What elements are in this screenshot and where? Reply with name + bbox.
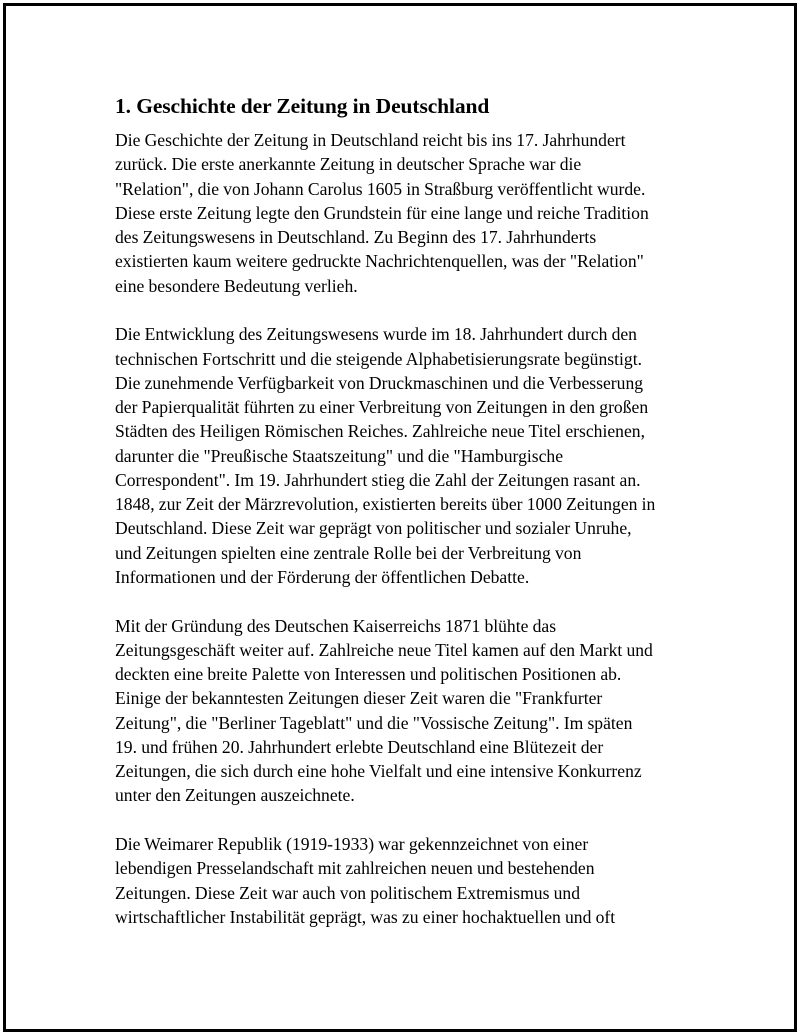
text-line: wirtschaftlicher Instabilität geprägt, was zu einer hochaktuellen und oft: [115, 906, 616, 927]
paragraph-1: [115, 128, 695, 298]
text-line: unter den Zeitungen auszeichnete.: [115, 785, 355, 806]
text-line: Städten des Heiligen Römischen Reiches. Zahlreiche neue Titel erschienen,: [115, 421, 645, 442]
document-content: [115, 92, 695, 954]
text-line: Zeitung", die "Berliner Tageblatt" und die "Vossische Zeitung". Im späten: [115, 712, 633, 733]
text-line: Zeitungen, die sich durch eine hohe Vielfalt und eine intensive Konkurrenz: [115, 761, 642, 781]
text-line: Die Weimarer Republik (1919-1933) war gekennzeichnet von einer: [115, 834, 589, 854]
paragraph-3: [115, 614, 695, 808]
text-line: Correspondent". Im 19. Jahrhundert stieg die Zahl der Zeitungen rasant an.: [115, 469, 641, 490]
section-heading: 1. Geschichte der Zeitung in Deutschland: [115, 94, 490, 118]
text-line: deckten eine breite Palette von Interessen und politischen Positionen ab.: [115, 664, 622, 684]
text-line: Die zunehmende Verfügbarkeit von Druckmaschinen und die Verbesserung: [115, 372, 644, 393]
text-line: Die Geschichte der Zeitung in Deutschland reicht bis ins 17. Jahrhundert: [115, 130, 626, 150]
text-line: Informationen und der Förderung der öffentlichen Debatte.: [115, 566, 530, 587]
text-line: Deutschland. Diese Zeit war geprägt von politischer und sozialer Unruhe,: [115, 518, 632, 539]
paragraph-4: [115, 832, 695, 929]
text-line: Diese erste Zeitung legte den Grundstein für eine lange und reiche Tradition: [115, 202, 649, 223]
text-line: lebendigen Presselandschaft mit zahlreichen neuen und bestehenden: [115, 858, 595, 879]
text-line: zurück. Die erste anerkannte Zeitung in deutscher Sprache war die: [115, 154, 582, 175]
text-line: Zeitungsgeschäft weiter auf. Zahlreiche neue Titel kamen auf den Markt und: [115, 639, 653, 660]
text-line: und Zeitungen spielten eine zentrale Rolle bei der Verbreitung von: [115, 542, 582, 563]
text-line: 19. und frühen 20. Jahrhundert erlebte Deutschland eine Blütezeit der: [115, 736, 604, 757]
text-line: Mit der Gründung des Deutschen Kaiserreichs 1871 blühte das: [115, 615, 557, 636]
text-line: Einige der bekanntesten Zeitungen dieser Zeit waren die "Frankfurter: [115, 688, 603, 709]
text-line: existierten kaum weitere gedruckte Nachrichtenquellen, was der "Relation": [115, 251, 644, 272]
text-line: Zeitungen. Diese Zeit war auch von politischem Extremismus und: [115, 882, 581, 903]
text-line: der Papierqualität führten zu einer Verbreitung von Zeitungen in den großen: [115, 397, 649, 417]
text-line: technischen Fortschritt und die steigende Alphabetisierungsrate begünstigt.: [115, 348, 642, 369]
text-line: darunter die "Preußische Staatszeitung" und die "Hamburgische: [115, 445, 564, 466]
text-line: des Zeitungswesens in Deutschland. Zu Beginn des 17. Jahrhunderts: [115, 227, 597, 247]
text-line: Die Entwicklung des Zeitungswesens wurde im 18. Jahrhundert durch den: [115, 324, 637, 345]
text-line: 1848, zur Zeit der Märzrevolution, existierten bereits über 1000 Zeitungen in: [115, 494, 656, 514]
text-line: "Relation", die von Johann Carolus 1605 in Straßburg veröffentlicht wurde.: [115, 178, 646, 199]
paragraph-2: [115, 322, 695, 589]
text-line: eine besondere Bedeutung verlieh.: [115, 275, 358, 296]
